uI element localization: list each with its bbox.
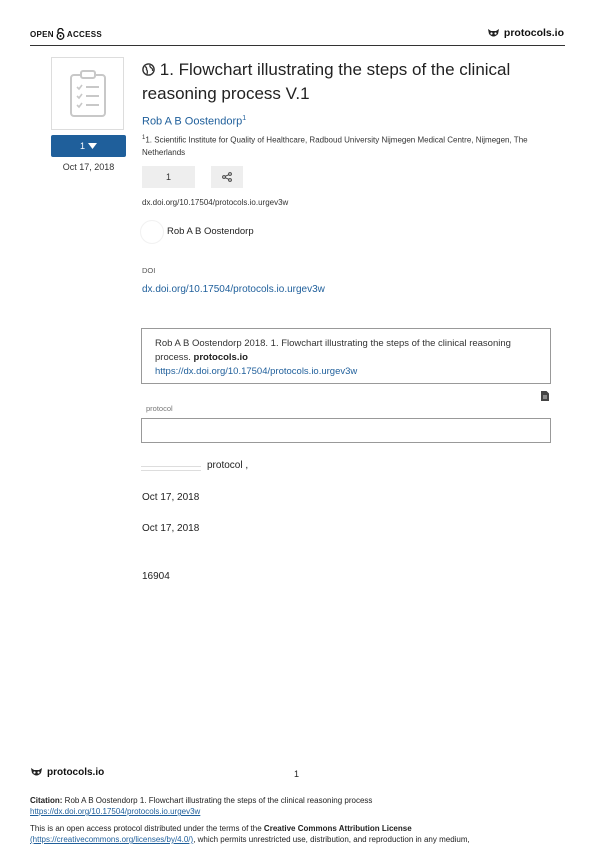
author-card-name[interactable]: Rob A B Oostendorp (167, 226, 254, 237)
affiliation-text: 1. Scientific Institute for Quality of Healthcare, Radboud University Nijmegen Medical Centre, Nijmegen, The Netherlands (142, 135, 528, 157)
caret-down-icon (88, 143, 97, 149)
date-modified: Oct 17, 2018 (142, 523, 200, 534)
footer-citation-text: Rob A B Oostendorp 1. Flowchart illustrating the steps of the clinical reasoning process (64, 796, 373, 805)
raccoon-logo-icon (30, 767, 43, 778)
protocol-field[interactable] (141, 418, 551, 443)
footer-citation-link[interactable]: https://dx.doi.org/10.17504/protocols.io.urgev3w (30, 807, 201, 816)
doi-label: DOI (142, 266, 156, 275)
license-link[interactable]: (https://creativecommons.org/licenses/by/4.0/) (30, 835, 194, 844)
count-button-label: 1 (165, 172, 171, 182)
footer-citation (30, 795, 570, 817)
license-name: Creative Commons Attribution License (263, 824, 412, 833)
open-access-logo (30, 28, 102, 40)
affiliation-superscript: 1 (142, 135, 146, 141)
globe-icon (142, 63, 155, 76)
doi-link[interactable]: dx.doi.org/10.17504/protocols.io.urgev3w (142, 284, 325, 295)
share-button[interactable] (211, 166, 243, 188)
version-select-button[interactable] (51, 135, 126, 157)
protocol-label: protocol (146, 404, 173, 413)
protocol-thumbnail (51, 57, 124, 130)
avatar (140, 220, 164, 244)
brand-text: protocols.io (503, 27, 564, 39)
citation-link[interactable]: https://dx.doi.org/10.17504/protocols.io.urgev3w (155, 366, 358, 377)
page-number: 1 (294, 769, 300, 779)
citation-text: Rob A B Oostendorp 2018. 1. Flowchart illustrating the steps of the clinical reasoning process. (155, 338, 511, 363)
open-access-left-text: OPEN (30, 29, 54, 39)
version-label: 1 (79, 141, 85, 151)
clipboard-checklist-icon (68, 70, 108, 118)
open-access-right-text: ACCESS (66, 29, 103, 39)
citation-source: protocols.io (193, 352, 248, 363)
affiliation (142, 132, 552, 159)
protocols-io-brand[interactable] (487, 27, 564, 39)
doi-short: dx.doi.org/10.17504/protocols.io.urgev3w (142, 198, 289, 207)
count-button[interactable] (142, 166, 195, 188)
sidebar-date: Oct 17, 2018 (62, 162, 115, 172)
raccoon-logo-icon (487, 28, 500, 39)
license-text: This is an open access protocol distributed under the terms of the (30, 824, 262, 833)
page-title (142, 58, 522, 106)
citation-box (141, 328, 551, 384)
date-created: Oct 17, 2018 (142, 492, 200, 503)
footer-brand (30, 767, 104, 778)
author-superscript: 1 (242, 115, 247, 122)
share-icon (222, 172, 232, 182)
document-icon[interactable] (541, 391, 549, 401)
footer-citation-label: Citation: (30, 796, 63, 805)
author-link[interactable] (142, 115, 246, 128)
author-link-text: Rob A B Oostendorp (142, 115, 243, 128)
protocol-text: protocol , (207, 460, 249, 471)
views-count: 16904 (142, 571, 170, 582)
header-divider (30, 45, 565, 46)
license-rest: , which permits unrestricted use, distribution, and reproduction in any medium, (193, 835, 470, 844)
footer-brand-text: protocols.io (47, 767, 105, 778)
title-text: 1. Flowchart illustrating the steps of the clinical reasoning process V.1 (142, 60, 511, 103)
open-lock-icon (56, 28, 65, 40)
protocol-divider (141, 466, 201, 471)
